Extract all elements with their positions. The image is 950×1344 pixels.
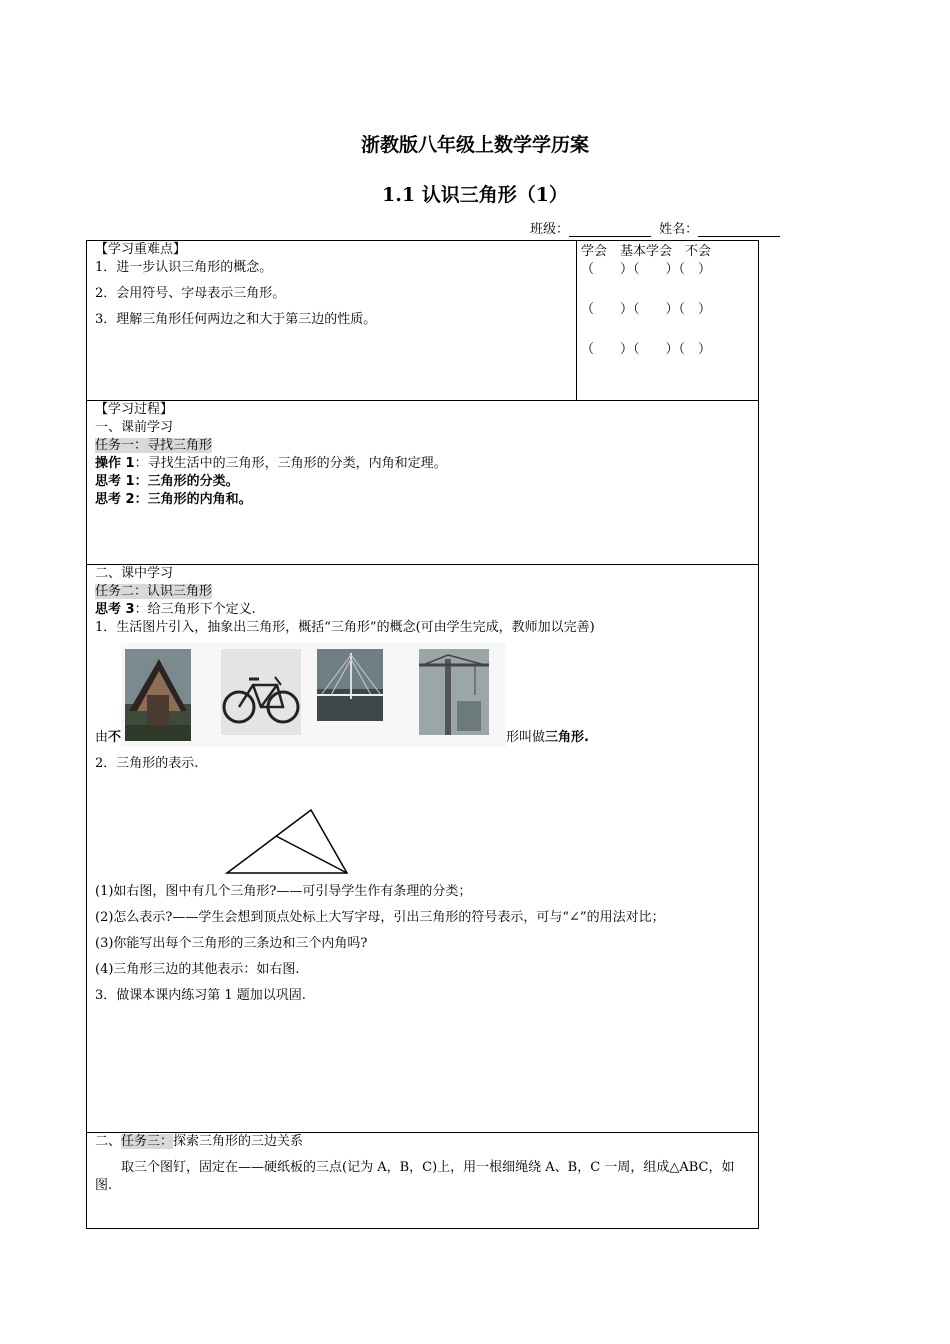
task-label: 任务一：寻找三角形 [95, 438, 213, 453]
section-heading: 一、课前学习 [95, 420, 174, 435]
question: (3)你能写出每个三角形的三条边和三个内角吗? [95, 936, 368, 951]
class-name-line [530, 218, 784, 237]
section-prefix: 二、 [95, 1134, 122, 1149]
task-label: 任务三： [121, 1134, 174, 1149]
document-title: 浙教版八年级上数学学历案 [360, 134, 589, 156]
definition-prefix: 由 [95, 730, 109, 745]
definition-term: 三角形. [545, 730, 589, 745]
lesson-table [86, 240, 759, 1229]
name-field[interactable] [698, 223, 780, 237]
class-label: 班级： [530, 222, 570, 237]
task3-cell [87, 1133, 759, 1229]
think-question: 思考 1：三角形的分类。 [95, 474, 239, 489]
definition-bold: 不 [108, 730, 122, 745]
operation-label: 操作 1 [95, 456, 135, 471]
bridge-photo [317, 649, 383, 721]
question: (1)如右图，图中有几个三角形?——可引导学生作有条理的分类； [95, 884, 472, 899]
house-photo [125, 649, 191, 741]
question: (2)怎么表示?——学生会想到顶点处标上大写字母，引出三角形的符号表示，可与“∠”的用法对比； [95, 910, 665, 925]
think-question: 思考 2：三角形的内角和。 [95, 492, 252, 507]
self-check-cell [577, 241, 759, 401]
objective-item: 2．会用符号、字母表示三角形。 [95, 286, 286, 301]
lesson-title: 1.1 认识三角形（1） [382, 184, 568, 206]
paragraph: 2．三角形的表示. [95, 756, 199, 771]
objective-item: 3．理解三角形任何两边之和大于第三边的性质。 [95, 312, 377, 327]
task-label: 任务二：认识三角形 [95, 584, 213, 599]
paragraph: 取三个图钉，固定在——硬纸板的三点(记为 A，B，C)上，用一根细绳绕 A、B，C 一周，组成△ABC，如图. [95, 1160, 735, 1193]
bicycle-photo [221, 649, 301, 735]
paragraph: 1．生活图片引入，抽象出三角形，概括“三角形”的概念(可由学生完成，教师加以完善) [95, 620, 595, 635]
crane-photo [419, 649, 489, 735]
think-label: 思考 3 [95, 602, 135, 617]
pre-class-cell [87, 401, 759, 565]
self-check-header: 学会 基本学会 不会 [581, 244, 712, 259]
definition-mid: 形叫做 [506, 730, 546, 745]
self-check-row[interactable]: （ ）（ ）（ ） [581, 262, 712, 277]
self-check-row[interactable]: （ ）（ ）（ ） [581, 342, 712, 357]
self-check-row[interactable]: （ ）（ ）（ ） [581, 302, 712, 317]
class-field[interactable] [569, 223, 651, 237]
operation-text: ：寻找生活中的三角形，三角形的分类，内角和定理。 [134, 456, 447, 471]
question: (4)三角形三边的其他表示：如右图. [95, 962, 300, 977]
process-heading: 【学习过程】 [95, 402, 174, 417]
objectives-heading: 【学习重难点】 [95, 242, 187, 257]
life-photos [121, 643, 506, 747]
objective-item: 1．进一步认识三角形的概念。 [95, 260, 273, 275]
paragraph: 3．做课本课内练习第 1 题加以巩固. [95, 988, 306, 1003]
in-class-cell [87, 565, 759, 1133]
name-label: 姓名： [659, 222, 699, 237]
objectives-cell [87, 241, 577, 401]
triangle-diagram [223, 807, 349, 877]
think-text: ：给三角形下个定义. [134, 602, 256, 617]
section-heading: 二、课中学习 [95, 566, 174, 581]
task-title: 探索三角形的三边关系 [173, 1134, 304, 1149]
